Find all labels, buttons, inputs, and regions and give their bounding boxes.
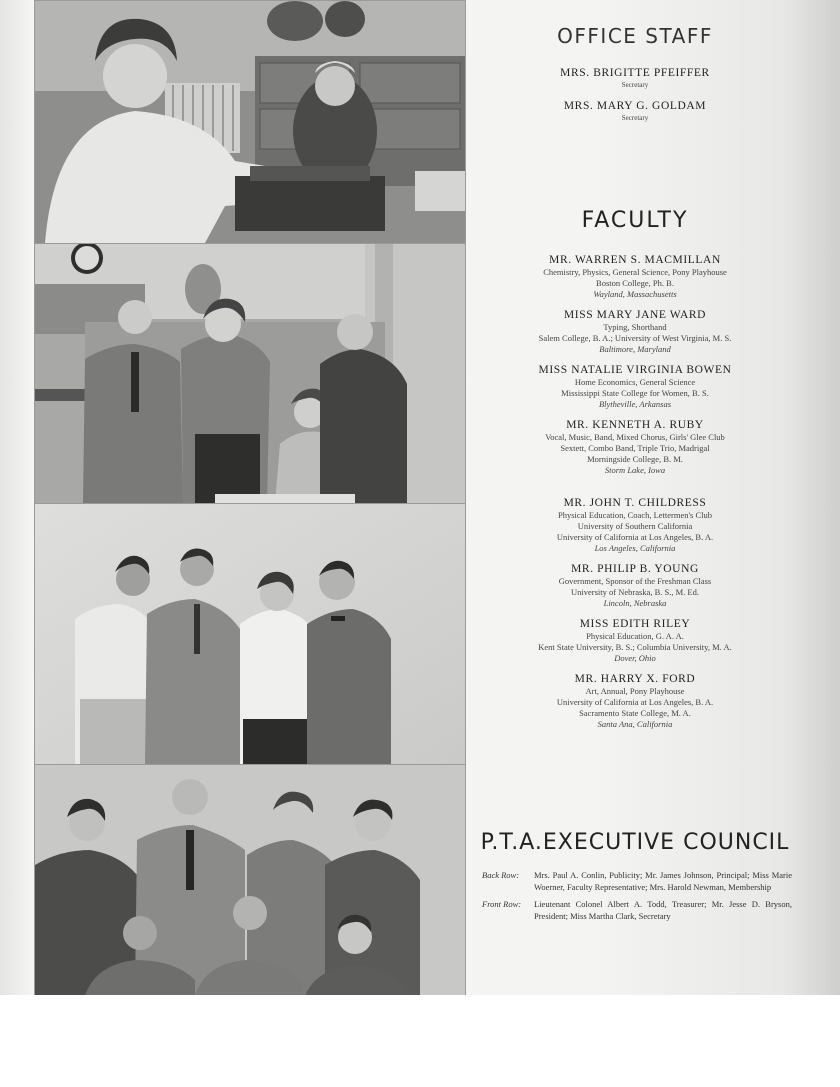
faculty-name: MR. HARRY X. FORD [574,673,696,685]
faculty-detail: Boston College, Ph. B. [596,278,674,288]
pta-heading: P.T.A.EXECUTIVE COUNCIL [480,830,790,855]
faculty-entry [470,253,800,300]
faculty-detail: Chemistry, Physics, General Science, Pony Playhouse [543,267,727,277]
front-row-text: Lieutenant Colonel Albert A. Todd, Treasurer; Mr. Jesse D. Bryson, President; Miss Martha Clark, Secretary [534,899,792,921]
faculty-detail: University of California at Los Angeles, B. A. [556,532,714,542]
front-row-caption [482,899,792,922]
front-row-label: Front Row: [482,899,522,909]
faculty-detail: University of Nebraska, B. S., M. Ed. [571,587,699,597]
faculty-name: MR. PHILIP B. YOUNG [571,563,699,575]
faculty-name: MR. WARREN S. MACMILLAN [549,254,721,266]
faculty-place: Lincoln, Nebraska [603,598,667,608]
faculty-detail: Government, Sponsor of the Freshman Class [558,576,712,586]
faculty-detail: Sextett, Combo Band, Triple Trio, Madrigal [560,443,710,453]
staff-title: Secretary [621,114,649,122]
faculty-detail: Home Economics, General Science [574,377,696,387]
faculty-entry [470,418,800,476]
faculty-detail: University of Southern California [577,521,693,531]
faculty-place: Santa Ana, California [597,719,673,729]
faculty-place: Dover, Ohio [614,653,656,663]
page-margin [0,0,34,995]
faculty-name: MISS EDITH RILEY [579,618,691,630]
faculty-entry [470,562,800,609]
faculty-detail: Mississippi State College for Women, B. S. [561,388,709,398]
staff-title: Secretary [621,81,649,89]
faculty-entry [470,617,800,664]
faculty-detail: Art, Annual, Pony Playhouse [585,686,685,696]
staff-name: MRS. MARY G. GOLDAM [563,100,707,112]
pta-section [470,830,800,855]
office-staff-photo [34,0,466,244]
faculty-place: Storm Lake, Iowa [604,465,666,475]
back-row-label: Back Row: [482,870,520,880]
faculty-detail: Typing, Shorthand [603,322,667,332]
faculty-detail: Physical Education, G. A. A. [586,631,684,641]
pta-council-photo [34,764,466,997]
faculty-name: MR. KENNETH A. RUBY [566,419,704,431]
faculty-detail: Salem College, B. A.; University of West Virginia, M. S. [538,333,732,343]
office-staff-section [470,24,800,132]
faculty-section [470,208,800,738]
faculty-heading: FACULTY [581,208,689,233]
faculty-place: Los Angeles, California [594,543,676,553]
faculty-detail: Kent State University, B. S.; Columbia University, M. A. [538,642,732,652]
back-row-text: Mrs. Paul A. Conlin, Publicity; Mr. James Johnson, Principal; Miss Marie Woerner, Faculty Representative; Mrs. Harold Newman, Membership [534,870,792,892]
faculty-entry [470,672,800,730]
faculty-detail: Morningside College, B. M. [587,454,683,464]
faculty-photo-2 [34,503,466,765]
office-staff-heading: OFFICE STAFF [557,24,713,48]
faculty-detail: Physical Education, Coach, Lettermen's Club [557,510,713,520]
pta-captions [482,870,792,928]
faculty-detail: Vocal, Music, Band, Mixed Chorus, Girls' Glee Club [545,432,725,442]
faculty-entry [470,496,800,554]
faculty-photo-1 [34,243,466,504]
faculty-detail: Sacramento State College, M. A. [579,708,691,718]
faculty-entry [470,308,800,355]
staff-name: MRS. BRIGITTE PFEIFFER [560,67,710,79]
back-row-caption [482,870,792,893]
blank-area [0,995,840,1087]
faculty-name: MR. JOHN T. CHILDRESS [563,497,707,509]
faculty-place: Baltimore, Maryland [599,344,671,354]
faculty-place: Blytheville, Arkansas [598,399,672,409]
faculty-name: MISS NATALIE VIRGINIA BOWEN [538,364,732,376]
faculty-name: MISS MARY JANE WARD [563,309,707,321]
faculty-place: Wayland, Massachusetts [593,289,677,299]
faculty-entry [470,363,800,410]
faculty-detail: University of California at Los Angeles, B. A. [556,697,714,707]
